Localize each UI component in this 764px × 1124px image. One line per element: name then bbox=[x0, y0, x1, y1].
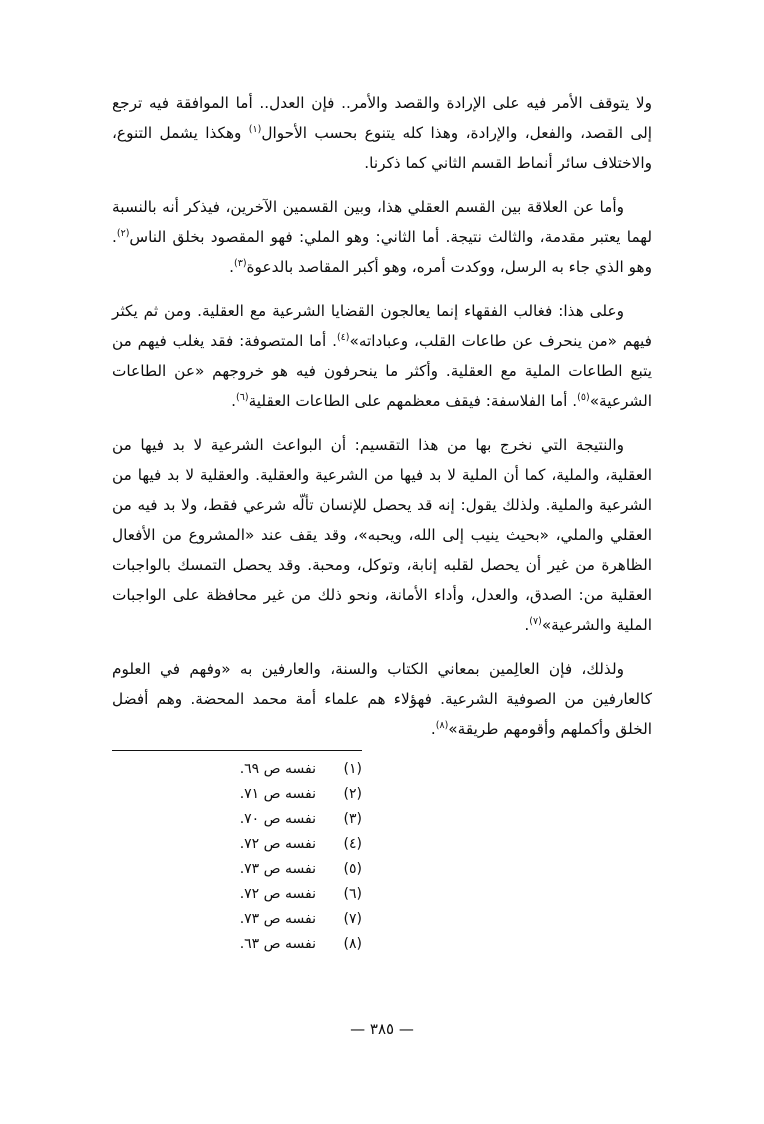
footnote-row bbox=[112, 857, 362, 882]
footnote-marker: (٥) bbox=[577, 391, 590, 403]
paragraph-3: وعلى هذا: فغالب الفقهاء إنما يعالجون القضايا الشرعية مع العقلية. ومن ثم يكثر فيهم «من ينحرف عن طاعات القلب، وعباداته»$^{(٤)}$. أما المتصوفة: فقد يغلب فيهم من يتبع الطاعات الملية مع العقلية. وأكثر ما ينحرفون فيه هو خروجهم «عن الطاعات الشرعية»$^{(٥)}$. أما الفلاسفة: فيقف معظمهم على الطاعات العقلية$^{(٦)}$. bbox=[112, 302, 652, 410]
footnote-row bbox=[112, 907, 362, 932]
footnote-list bbox=[112, 757, 362, 957]
footnote-number: (١) bbox=[343, 761, 362, 777]
footnote-marker: (٢) bbox=[116, 227, 130, 239]
footnote-text: نفسه ص ٦٩. bbox=[239, 761, 316, 777]
footnote-marker: (٨) bbox=[435, 719, 449, 731]
footnote-row bbox=[112, 882, 362, 907]
footnote-number: (٨) bbox=[343, 936, 362, 952]
footnote-row bbox=[112, 757, 362, 782]
footnote-row bbox=[112, 932, 362, 957]
footnote-text: نفسه ص ٧٣. bbox=[239, 861, 316, 877]
page-number: — ٣٨٥ — bbox=[350, 1020, 414, 1038]
paragraph-1: ولا يتوقف الأمر فيه على الإرادة والقصد والأمر.. فإن العدل.. أما الموافقة فيه ترجع إلى القصد، والفعل، والإرادة، وهذا كله يتنوع بحسب الأحوال$^{(١)}$ وهكذا يشمل التنوع، والاختلاف سائر أنماط القسم الثاني كما ذكرنا. bbox=[112, 94, 652, 172]
footnote-number: (٥) bbox=[343, 861, 362, 877]
footnote-number: (٦) bbox=[343, 886, 362, 902]
paragraph-4: والنتيجة التي نخرج بها من هذا التقسيم: أن البواعث الشرعية لا بد فيها من العقلية، والملية، كما أن الملية لا بد فيها من الشرعية والعقلية. والعقلية لا بد فيها من الشرعية والملية. ولذلك يقول: إنه قد يحصل للإنسان تألّه شرعي فقط، ولا بد فيه من العقلي والملي، «بحيث ينيب إلى الله، ويحبه»، وقد يقف عند «المشروع من الأفعال الظاهرة من غير أن يحصل لقلبه إنابة، وتوكل، ومحبة. وقد يحصل التمسك بالواجبات العقلية من: الصدق، والعدل، وأداء الأمانة، ونحو ذلك من غير محافظة على الواجبات الملية والشرعية»$^{(٧)}$. bbox=[112, 436, 652, 634]
footnote-row bbox=[112, 782, 362, 807]
footnote-number: (٢) bbox=[343, 786, 362, 802]
footnote-text: نفسه ص ٦٣. bbox=[239, 936, 316, 952]
paragraph-2: وأما عن العلاقة بين القسم العقلي هذا، وبين القسمين الآخرين، فيذكر أنه بالنسبة لهما يعتبر مقدمة، والثالث نتيجة. أما الثاني: وهو الملي: فهو المقصود بخلق الناس$^{(٢)}$. وهو الذي جاء به الرسل، ووكدت أمره، وهو أكبر المقاصد بالدعوة$^{(٣)}$. bbox=[112, 198, 652, 276]
footnote-row bbox=[112, 832, 362, 857]
footnote-row bbox=[112, 807, 362, 832]
footnote-number: (٧) bbox=[343, 911, 362, 927]
footnote-marker: (٣) bbox=[234, 257, 247, 269]
footnote-number: (٣) bbox=[343, 811, 362, 827]
footnote-text: نفسه ص ٧٢. bbox=[239, 886, 316, 902]
footnote-text: نفسه ص ٧٣. bbox=[239, 911, 316, 927]
footnote-number: (٤) bbox=[343, 836, 362, 852]
footnote-separator bbox=[112, 750, 362, 751]
paragraph-5: ولذلك، فإن العالِمين بمعاني الكتاب والسنة، والعارفين به «وفهم في العلوم كالعارفين من الصوفية الشرعية. فهؤلاء هم علماء أمة محمد المحضة. وهم أفضل الخلق وأكملهم وأقومهم طريقة»$^{(٨)}$. bbox=[112, 660, 652, 738]
body-text-block bbox=[112, 88, 652, 744]
footnote-marker: (٦) bbox=[236, 391, 249, 403]
footnote-text: نفسه ص ٧٢. bbox=[239, 836, 316, 852]
footnotes-section bbox=[112, 750, 652, 957]
footnote-marker: (١) bbox=[248, 123, 262, 135]
footnote-text: نفسه ص ٧١. bbox=[239, 786, 316, 802]
footnote-marker: (٧) bbox=[529, 615, 542, 627]
footnote-text: نفسه ص ٧٠. bbox=[239, 811, 316, 827]
footnote-marker: (٤) bbox=[336, 331, 350, 343]
